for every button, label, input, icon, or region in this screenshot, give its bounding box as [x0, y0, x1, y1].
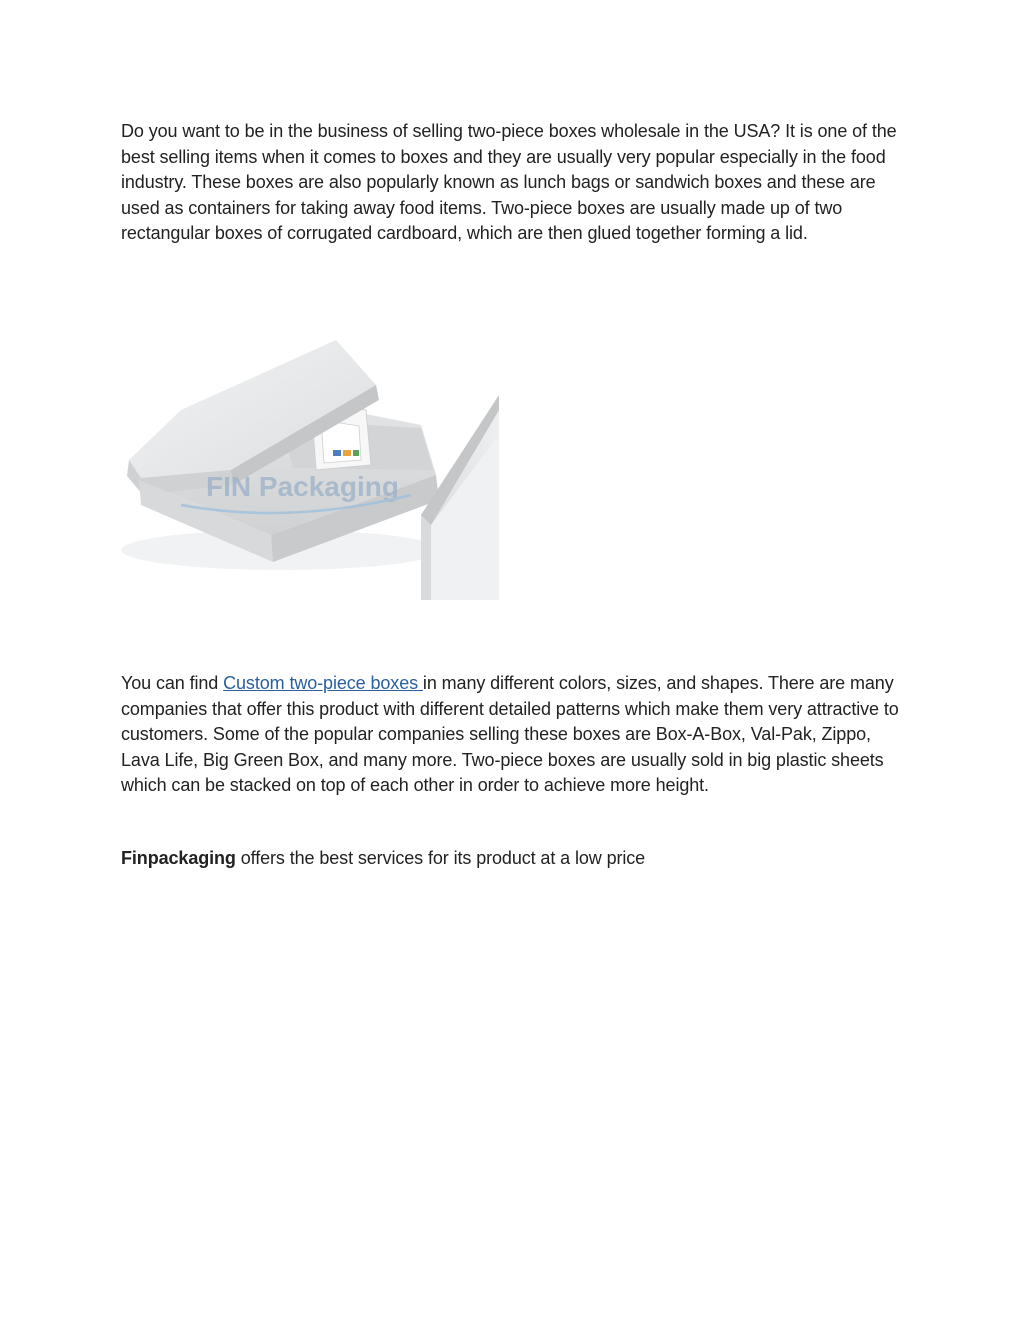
brand-name-bold: Finpackaging — [121, 848, 236, 868]
paragraph-text-after-link: in many different colors, sizes, and shapes. There are many companies that offer this product with different detailed patterns which make them very attractive to customers. Some of the popular companies selling these boxes are Box-A-Box, Val-Pak, Zippo, Lava Life, Big Green Box, and many more. Two-piece boxes are usually sold in big plastic sheets which can be stacked on top of each other in order to achieve more height. — [121, 673, 899, 796]
finpackaging-text: offers the best services for its product at a low price — [235, 848, 646, 868]
finpackaging-paragraph — [121, 846, 906, 872]
svg-text:FIN Packaging: FIN Packaging — [206, 471, 399, 502]
intro-paragraph: Do you want to be in the business of selling two-piece boxes wholesale in the USA? It is one of the best selling items when it comes to boxes and they are usually very popular especially in the food industry. These boxes are also popularly known as lunch bags or sandwich boxes and these are used as containers for taking away food items. Two-piece boxes are usually made up of two rectangular boxes of corrugated cardboard, which are then glued together forming a lid. — [121, 121, 897, 244]
product-image-two-piece-boxes — [121, 300, 499, 600]
box-illustration — [121, 300, 499, 600]
custom-two-piece-boxes-link[interactable]: Custom two-piece boxes — [223, 673, 423, 693]
second-box-partial — [421, 395, 499, 600]
paragraph-text-before-link: You can find — [121, 673, 224, 693]
custom-boxes-paragraph — [121, 671, 906, 799]
